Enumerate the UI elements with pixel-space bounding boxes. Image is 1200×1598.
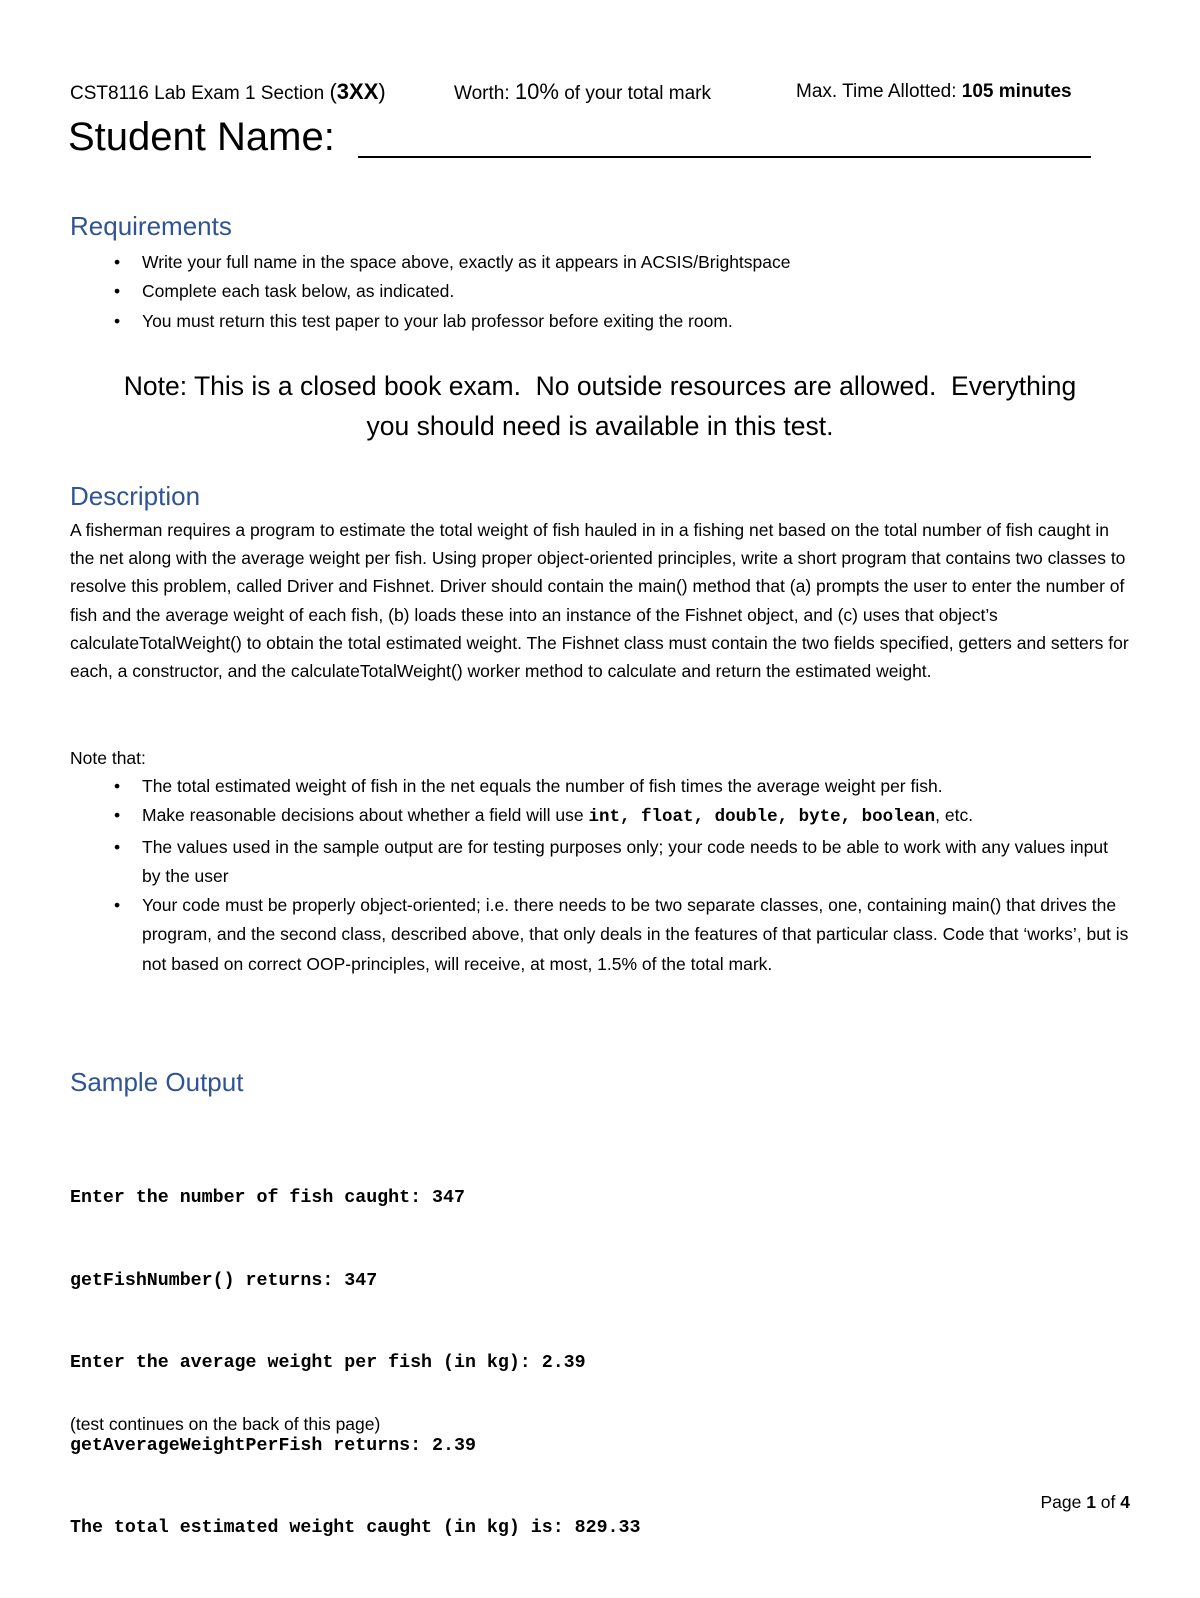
student-name-field bbox=[68, 112, 1098, 166]
list-item: • You must return this test paper to your lab professor before exiting the room. bbox=[70, 307, 1130, 336]
time-value: 105 minutes bbox=[961, 81, 1072, 102]
bullet-icon: • bbox=[114, 310, 121, 331]
sample-output-block bbox=[70, 1130, 640, 1598]
type-double: double bbox=[714, 807, 778, 828]
bullet-icon: • bbox=[114, 252, 121, 272]
course-section: CST8116 Lab Exam 1 Section (3XX) bbox=[70, 79, 386, 104]
list-item: • Your code must be properly object-oriented; i.e. there needs to be two separate classes, one, containing main() that drives the program, and the second class, described above, that only deals in the features of that particular class. Code that ‘works’, but is not based on correct OOP-principles, will receive, at most, 1.5% of the total mark. bbox=[70, 891, 1130, 979]
list-item: • The values used in the sample output are for testing purposes only; your code needs to be able to work with any values input by the user bbox=[70, 833, 1130, 892]
output-line: getFishNumber() returns: 347 bbox=[70, 1270, 378, 1291]
bullet-icon: • bbox=[114, 805, 121, 826]
description-paragraph: A fisherman requires a program to estimate the total weight of fish hauled in in a fishing net based on the total number of fish caught in the net along with the average weight per fish. Using proper object-oriented principles, write a short program that contains two classes to resolve this problem, called Driver and Fishnet. Driver should contain the main() method that (a) prompts the user to enter the number of fish and the average weight of each fish, (b) loads these into an instance of the Fishnet object, and (c) uses that object’s calculateTotalWeight() to obtain the total estimated weight. The Fishnet class must contain the two fields specified, getters and setters for each, a constructor, and the calculateTotalWeight() worker method to calculate and return the estimated weight. bbox=[70, 520, 1129, 682]
student-name-blank-line bbox=[358, 156, 1091, 158]
requirements-list bbox=[70, 248, 1130, 336]
bullet-icon: • bbox=[114, 281, 121, 302]
student-name-label: Student Name: bbox=[68, 115, 335, 159]
list-item: • Write your full name in the space above, exactly as it appears in ACSIS/Brightspace bbox=[70, 248, 1130, 277]
output-line: getAverageWeightPerFish returns: 2.39 bbox=[70, 1435, 476, 1456]
notes-list bbox=[70, 772, 1130, 979]
closed-book-note: Note: This is a closed book exam. No outside resources are allowed. Everything you should need is available in this test. bbox=[123, 371, 1077, 441]
note-that-label: Note that: bbox=[70, 748, 146, 768]
sample-output-heading: Sample Output bbox=[70, 1067, 244, 1097]
bullet-icon: • bbox=[114, 895, 121, 916]
continues-note: (test continues on the back of this page) bbox=[70, 1414, 381, 1434]
description-heading: Description bbox=[70, 481, 201, 511]
type-float: float bbox=[641, 807, 694, 828]
output-line: Enter the number of fish caught: 347 bbox=[70, 1188, 465, 1208]
list-item: • The total estimated weight of fish in the net equals the number of fish times the average weight per fish. bbox=[70, 772, 1130, 801]
page-number: Page 1 of 4 bbox=[1040, 1492, 1130, 1512]
exam-header bbox=[70, 78, 1110, 106]
section-code: 3XX bbox=[336, 79, 379, 104]
output-line: Enter the average weight per fish (in kg): 2.39 bbox=[70, 1353, 586, 1373]
type-boolean: boolean bbox=[861, 807, 936, 828]
output-line: The total estimated weight caught (in kg) is: 829.33 bbox=[70, 1518, 641, 1538]
bullet-icon: • bbox=[114, 836, 121, 857]
worth-info: Worth: 10% of your total mark bbox=[454, 79, 711, 104]
requirements-heading: Requirements bbox=[70, 211, 232, 241]
time-allotted: Max. Time Allotted: 105 minutes bbox=[796, 81, 1072, 102]
worth-value: 10% bbox=[514, 79, 559, 104]
bullet-icon: • bbox=[114, 776, 121, 796]
list-item: • Make reasonable decisions about whether a field will use int, float, double, byte, boolean, etc. bbox=[70, 801, 1130, 832]
type-byte: byte bbox=[798, 807, 841, 828]
type-int: int bbox=[588, 807, 621, 828]
list-item: • Complete each task below, as indicated. bbox=[70, 277, 1130, 306]
